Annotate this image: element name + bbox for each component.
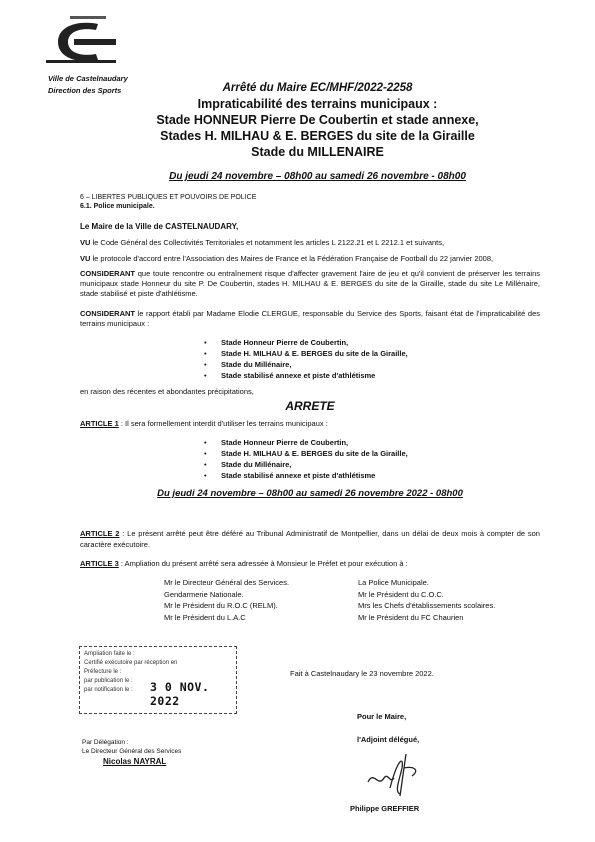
mayor-line: Le Maire de la Ville de CASTELNAUDARY, xyxy=(80,222,239,231)
article-2 xyxy=(80,528,540,550)
recipients-right xyxy=(358,577,495,623)
certification-stamp xyxy=(79,646,237,714)
department-name: Direction des Sports xyxy=(48,86,122,95)
article-1 xyxy=(80,419,540,428)
recipient: Mr le Président du FC Chaurien xyxy=(358,612,464,622)
director-name: Nicolas NAYRAL xyxy=(103,757,167,766)
list-item: • Stade stabilisé annexe et piste d'athlétisme xyxy=(221,370,408,381)
list-item: • Stade H. MILHAU & E. BERGES du site de la Giraille, xyxy=(221,448,408,459)
city-logo xyxy=(40,12,122,72)
recipient: Mr le Président du R.O.C (RELM). xyxy=(164,601,278,610)
article-text: : Il sera formellement interdit d'utiliser les terrains municipaux : xyxy=(118,419,328,428)
considerant-label: CONSIDERANT xyxy=(80,309,136,318)
article-label: ARTICLE 2 xyxy=(80,529,120,538)
article-label: ARTICLE 3 xyxy=(80,559,119,568)
stamp-line: Préfecture le : xyxy=(84,669,122,675)
recipients-left xyxy=(164,577,289,623)
vu-text: le protocole d'accord entre l'Association des Maires de France et la Fédération Française de Football du 22 janvier 2008, xyxy=(90,254,494,263)
section-heading: 6 – LIBERTES PUBLIQUES ET POUVOIRS DE POLICE xyxy=(80,194,257,201)
stamp-line: par publication le : xyxy=(84,678,133,684)
section-subheading: 6.1. Police municipale. xyxy=(80,203,155,210)
title-block xyxy=(100,80,535,160)
deputy-title: l'Adjoint délégué, xyxy=(357,735,420,744)
handwritten-signature xyxy=(360,748,440,798)
vu-label: VU xyxy=(80,238,91,247)
recipient: Mr le Président du L.A.C xyxy=(164,612,246,622)
considerant-paragraph xyxy=(80,269,540,299)
vu-text: le Code Général des Collectivités Territoriales et notamment les articles L 2122.21 et L 2212.1 et suivants, xyxy=(90,238,445,247)
stadium-list xyxy=(221,337,408,381)
stamp-line: Ampliation faite le : xyxy=(84,651,135,657)
article-text: : Ampliation du présent arrêté sera adressée à Monsieur le Préfet et pour exécution à : xyxy=(118,559,408,568)
place-date: Fait à Castelnaudary le 23 novembre 2022. xyxy=(290,669,434,678)
title-line: Stade du MILLENAIRE xyxy=(251,145,384,159)
vu-paragraph xyxy=(80,254,540,264)
article-label: ARTICLE 1 xyxy=(80,419,119,428)
for-mayor: Pour le Maire, xyxy=(357,712,407,721)
title-line: Impraticabilité des terrains municipaux : xyxy=(197,97,438,111)
list-item: • Stade H. MILHAU & E. BERGES du site de la Giraille, xyxy=(221,348,408,359)
recipient: La Police Municipale. xyxy=(358,578,429,587)
vu-paragraph xyxy=(80,238,540,248)
considerant-label: CONSIDERANT xyxy=(80,269,136,278)
list-item: • Stade du Millénaire, xyxy=(221,359,408,370)
considerant-text: que toute rencontre ou entraînement risque d'affecter gravement l'aire de jeu et qu'il convient de préserver les terrains municipaux stade Honneur du site P. De Coubertin, stades H. MILHAU & E. BERGES du site de la Giraille, stade du site Le Millénaire, stade stabilisé et piste d'athlétisme. xyxy=(80,269,540,298)
arrete-heading: ARRETE xyxy=(285,399,335,413)
title-line: Stades H. MILHAU & E. BERGES du site de la Giraille xyxy=(160,129,475,143)
signatory-name: Philippe GREFFIER xyxy=(350,804,420,813)
article-1-dates: Du jeudi 24 novembre – 08h00 au samedi 26 novembre 2022 - 08h00 xyxy=(157,488,463,499)
list-item: • Stade du Millénaire, xyxy=(221,459,408,470)
list-item: • Stade stabilisé annexe et piste d'athlétisme xyxy=(221,470,408,481)
title-line: Stade HONNEUR Pierre De Coubertin et stade annexe, xyxy=(156,113,479,127)
reason-text: en raison des récentes et abondantes précipitations, xyxy=(80,387,254,396)
list-item: • Stade Honneur Pierre de Coubertin, xyxy=(221,337,408,348)
stamp-date: 3 0 NOV. 2022 xyxy=(150,680,210,708)
recipient: Mr le Président du C.O.C. xyxy=(358,589,444,599)
title-dates: Du jeudi 24 novembre – 08h00 au samedi 26 novembre - 08h00 xyxy=(169,171,466,182)
recipient: Mr le Directeur Général des Services. xyxy=(164,578,290,587)
article-3 xyxy=(80,559,540,568)
stadium-list xyxy=(221,437,408,481)
decree-number: Arrêté du Maire EC/MHF/2022-2258 xyxy=(222,82,413,94)
delegation-line: Le Directeur Général des Services xyxy=(82,748,182,755)
stamp-line: Certifié exécutoire par réception en xyxy=(84,660,178,666)
list-item: • Stade Honneur Pierre de Coubertin, xyxy=(221,437,408,448)
considerant-paragraph xyxy=(80,309,540,329)
city-name: Ville de Castelnaudary xyxy=(48,74,128,83)
vu-label: VU xyxy=(80,254,91,263)
stamp-line: par notification le : xyxy=(84,687,133,693)
delegation-line: Par Délégation : xyxy=(82,739,129,746)
delegation-block xyxy=(82,738,181,756)
considerant-text: le rapport établi par Madame Elodie CLERGUE, responsable du Service des Sports, faisant état de l'impraticabilité des terrains municipaux : xyxy=(80,309,540,328)
recipient: Gendarmerie Nationale. xyxy=(164,589,244,599)
recipient: Mrs les Chefs d'établissements scolaires. xyxy=(358,601,496,610)
article-text: : Le présent arrêté peut être déféré au Tribunal Administratif de Montpellier, dans un délai de deux mois à compter de son caractère exécutoire. xyxy=(80,529,540,549)
